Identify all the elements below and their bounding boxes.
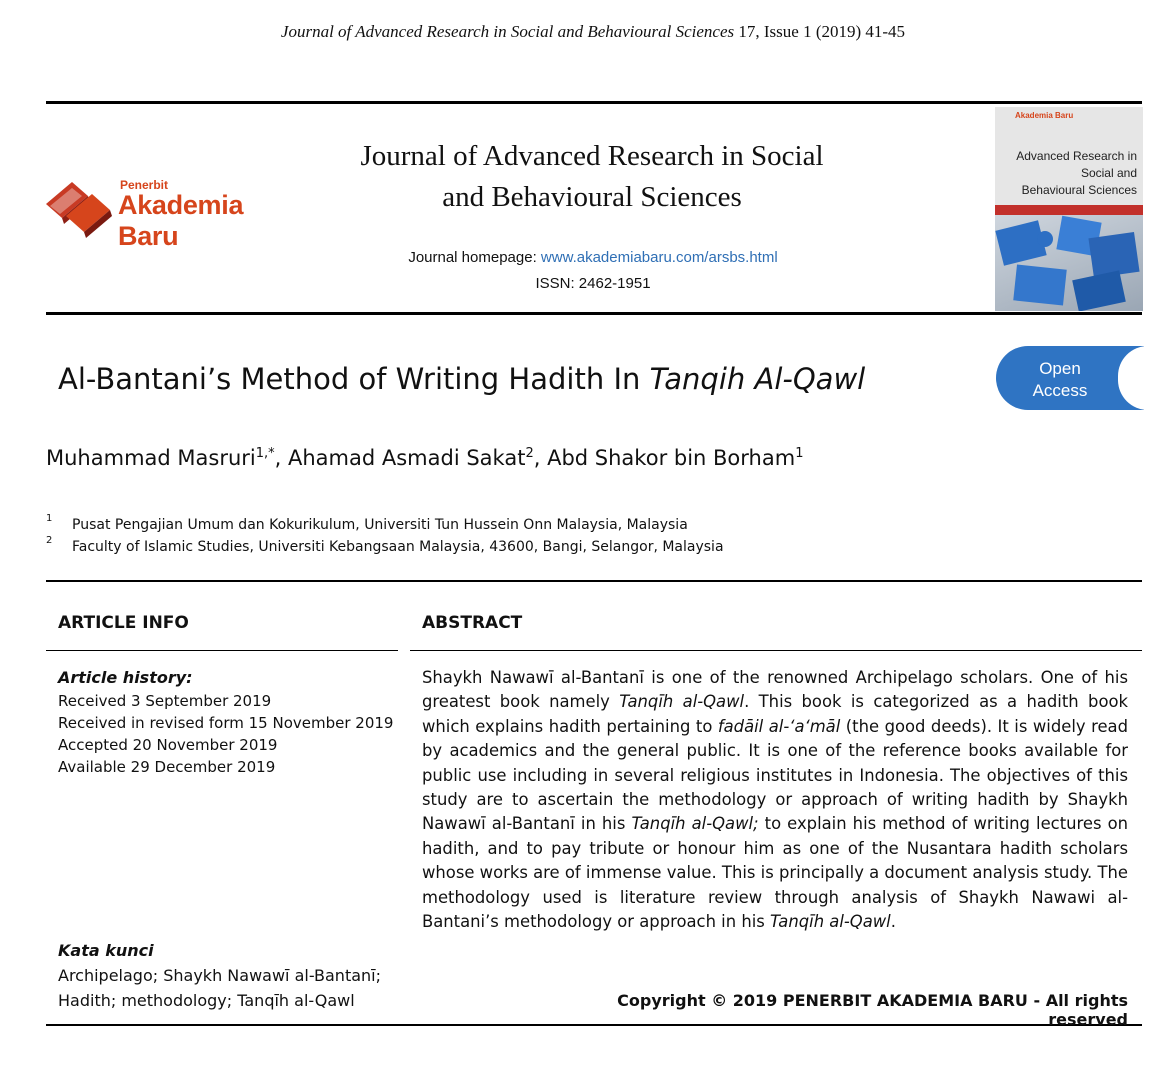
- affiliation-text: Pusat Pengajian Umum dan Kokurikulum, Universiti Tun Hussein Onn Malaysia, Malaysia: [72, 517, 688, 533]
- cover-puzzle-art: [995, 215, 1143, 311]
- running-head-issue: 17, Issue 1 (2019) 41-45: [734, 22, 906, 41]
- abstract-italic: Tanqīh al-Qawl;: [631, 814, 759, 834]
- cover-title-line2: Social and: [1080, 166, 1137, 180]
- homepage-label: Journal homepage:: [408, 249, 541, 266]
- article-title: [58, 362, 865, 396]
- journal-homepage: [290, 249, 896, 266]
- abstract-segment: . This book is categorized as a hadith book which explains hadith pertaining to: [422, 692, 1128, 736]
- cover-title: [997, 148, 1137, 199]
- info-header-rule-left: [46, 650, 398, 651]
- publisher-name: Akademia Baru: [118, 190, 244, 251]
- abstract-heading: ABSTRACT: [422, 613, 523, 633]
- running-head: [0, 22, 1176, 42]
- keywords-heading: Kata kunci: [58, 941, 154, 960]
- cover-brand: Akademia Baru: [1015, 111, 1074, 120]
- author-list: [46, 446, 803, 470]
- open-access-badge-cutout: [1118, 346, 1176, 410]
- info-header-rule-right: [410, 650, 1142, 651]
- author-affiliation-mark: 2: [525, 446, 534, 461]
- abstract-segment: Shaykh Nawawī al-Bantanī is one of the renowned Archipelago scholars. One of his greatest book namely: [422, 668, 1128, 712]
- journal-title-line2: and Behavioural Sciences: [442, 181, 742, 213]
- affiliation-number: 2: [46, 535, 53, 546]
- journal-title-line1: Journal of Advanced Research in Social: [360, 140, 824, 172]
- cover-title-line3: Behavioural Sciences: [1021, 183, 1137, 197]
- author-separator: ,: [274, 446, 288, 470]
- article-history-heading: Article history:: [58, 668, 193, 687]
- history-revised: Received in revised form 15 November 2019: [58, 714, 394, 732]
- book-logo-icon: [44, 176, 116, 238]
- abstract-text: [422, 666, 1128, 934]
- running-head-journal: Journal of Advanced Research in Social and Behavioural Sciences: [280, 22, 735, 41]
- author-separator: ,: [533, 446, 548, 470]
- copyright-notice: Copyright © 2019 PENERBIT AKADEMIA BARU - All rights reserved: [617, 991, 1128, 1029]
- author-affiliation-mark: 1: [795, 446, 804, 461]
- cover-title-line1: Advanced Research in: [1016, 149, 1137, 163]
- issn: ISSN: 2462-1951: [535, 275, 651, 292]
- keywords-line: Archipelago; Shaykh Nawawī al-Bantanī;: [58, 966, 381, 985]
- author-name: Abd Shakor bin Borham: [547, 446, 796, 470]
- open-access-line1: Open: [1039, 359, 1081, 378]
- affiliation-text: Faculty of Islamic Studies, Universiti Kebangsaan Malaysia, 43600, Bangi, Selangor, Malaysia: [72, 539, 724, 555]
- abstract-italic: Tanqīh al-Qawl: [770, 912, 891, 932]
- author-name: Muhammad Masruri: [46, 446, 256, 470]
- author-affiliation-mark: 1,*: [255, 446, 275, 461]
- header-bottom-rule: [46, 312, 1142, 315]
- author-name: Ahamad Asmadi Sakat: [288, 446, 526, 470]
- open-access-badge: [996, 346, 1144, 410]
- homepage-link[interactable]: www.akademiabaru.com/arsbs.html: [540, 249, 778, 266]
- open-access-label: [996, 358, 1124, 402]
- journal-cover-image: [995, 107, 1143, 311]
- abstract-segment: (the good deeds). It is widely read by academics and the general public. It is one of the reference books available for public use including in several religious institutes in Indonesia. The objectives of this study are to ascertain the methodology or approach of writing hadith by Shaykh Nawawī al-Bantanī in his: [422, 716, 1128, 834]
- publisher-logo: [44, 176, 306, 251]
- publisher-small-label: Penerbit: [120, 178, 169, 192]
- article-title-italic: Tanqih Al-Qawl: [649, 362, 866, 396]
- abstract-segment: to explain his method of writing lectures on hadith, and to pay tribute or honour him as one of the Nusantara hadith scholars whose works are of immense value. This is principally a document analysis study. The methodology used is literature review through analysis of Shaykh Nawawi al-Bantani’s methodology or approach in his: [422, 814, 1129, 932]
- info-top-rule: [46, 580, 1142, 582]
- history-received: Received 3 September 2019: [58, 692, 272, 710]
- header-top-rule: [46, 101, 1142, 104]
- abstract-italic: Tanqīh al-Qawl: [619, 692, 745, 712]
- keywords-line: Hadith; methodology; Tanqīh al-Qawl: [58, 991, 355, 1010]
- article-info-heading: ARTICLE INFO: [58, 613, 189, 633]
- abstract-italic: fadāil al-‘a‘māl: [717, 716, 841, 736]
- affiliation-number: 1: [46, 513, 53, 524]
- article-title-main: Al-Bantani’s Method of Writing Hadith In: [58, 362, 650, 396]
- puzzle-pieces-icon: [995, 215, 1143, 311]
- open-access-line2: Access: [1032, 381, 1088, 400]
- history-available: Available 29 December 2019: [58, 758, 276, 776]
- history-accepted: Accepted 20 November 2019: [58, 736, 278, 754]
- journal-title: [300, 136, 884, 218]
- cover-red-bar: [995, 205, 1143, 215]
- abstract-segment: .: [890, 912, 896, 932]
